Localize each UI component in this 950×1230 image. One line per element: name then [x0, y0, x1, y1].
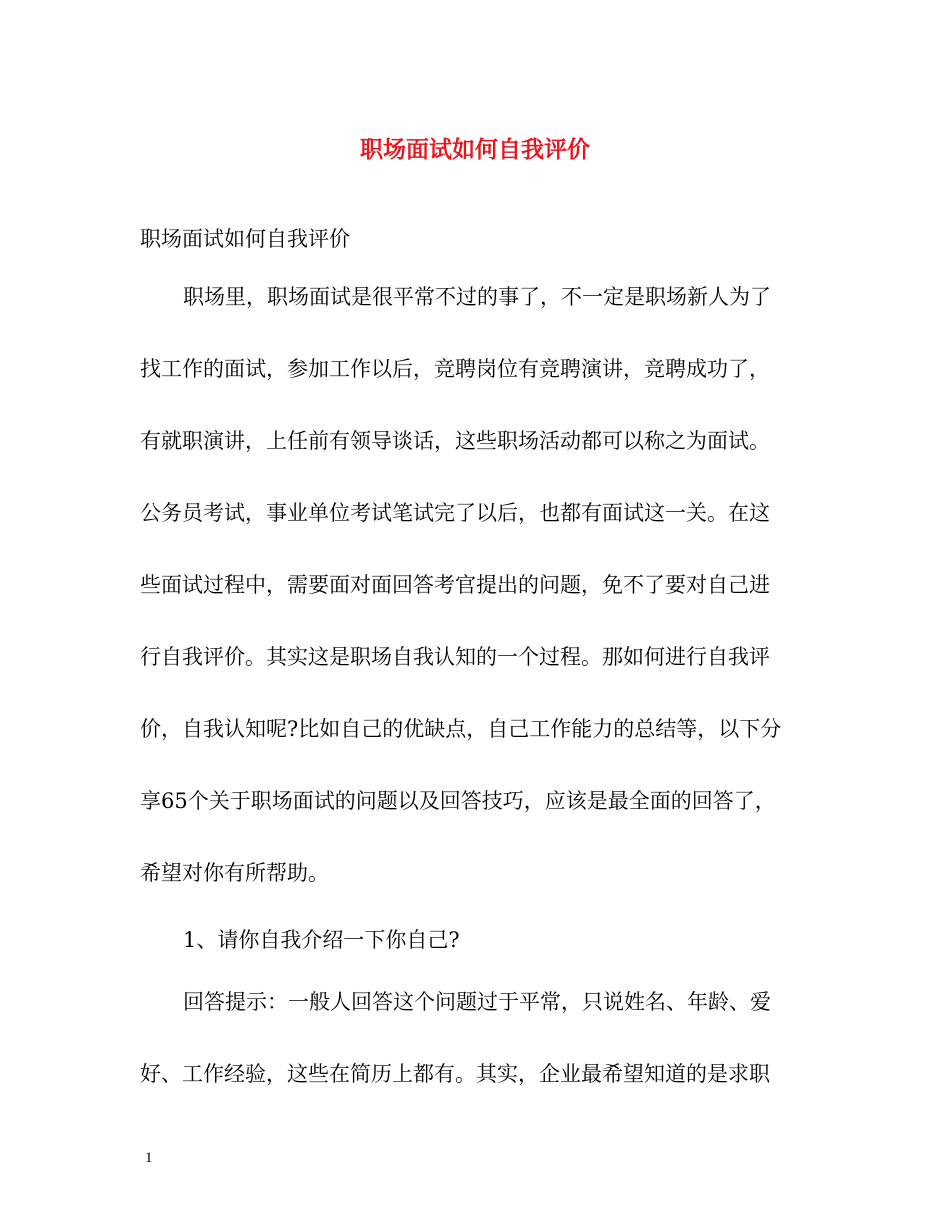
paragraph-line: 享65个关于职场面试的问题以及回答技巧，应该是最全面的回答了， — [140, 789, 776, 813]
paragraph-line: 好、工作经验，这些在简历上都有。其实，企业最希望知道的是求职 — [140, 1062, 770, 1086]
question-heading: 1、请你自我介绍一下你自己? — [183, 928, 460, 952]
paragraph-line: 有就职演讲，上任前有领导谈话，这些职场活动都可以称之为面试。 — [140, 429, 770, 453]
paragraph-line: 行自我评价。其实这是职场自我认知的一个过程。那如何进行自我评 — [140, 645, 770, 669]
page-number: 1 — [145, 1150, 153, 1166]
paragraph-line: 公务员考试，事业单位考试笔试完了以后，也都有面试这一关。在这 — [140, 501, 770, 525]
paragraph-line: 回答提示：一般人回答这个问题过于平常，只说姓名、年龄、爱 — [183, 990, 771, 1014]
document-title: 职场面试如何自我评价 — [360, 136, 590, 163]
paragraph-line: 希望对你有所帮助。 — [140, 861, 329, 885]
paragraph-line: 些面试过程中，需要面对面回答考官提出的问题，免不了要对自己进 — [140, 573, 770, 597]
paragraph-line: 价，自我认知呢?比如自己的优缺点，自己工作能力的总结等，以下分 — [140, 717, 782, 741]
paragraph-line: 职场里，职场面试是很平常不过的事了，不一定是职场新人为了 — [183, 285, 771, 309]
document-subtitle: 职场面试如何自我评价 — [140, 227, 350, 251]
paragraph-line: 找工作的面试，参加工作以后，竞聘岗位有竞聘演讲，竞聘成功了， — [140, 357, 770, 381]
